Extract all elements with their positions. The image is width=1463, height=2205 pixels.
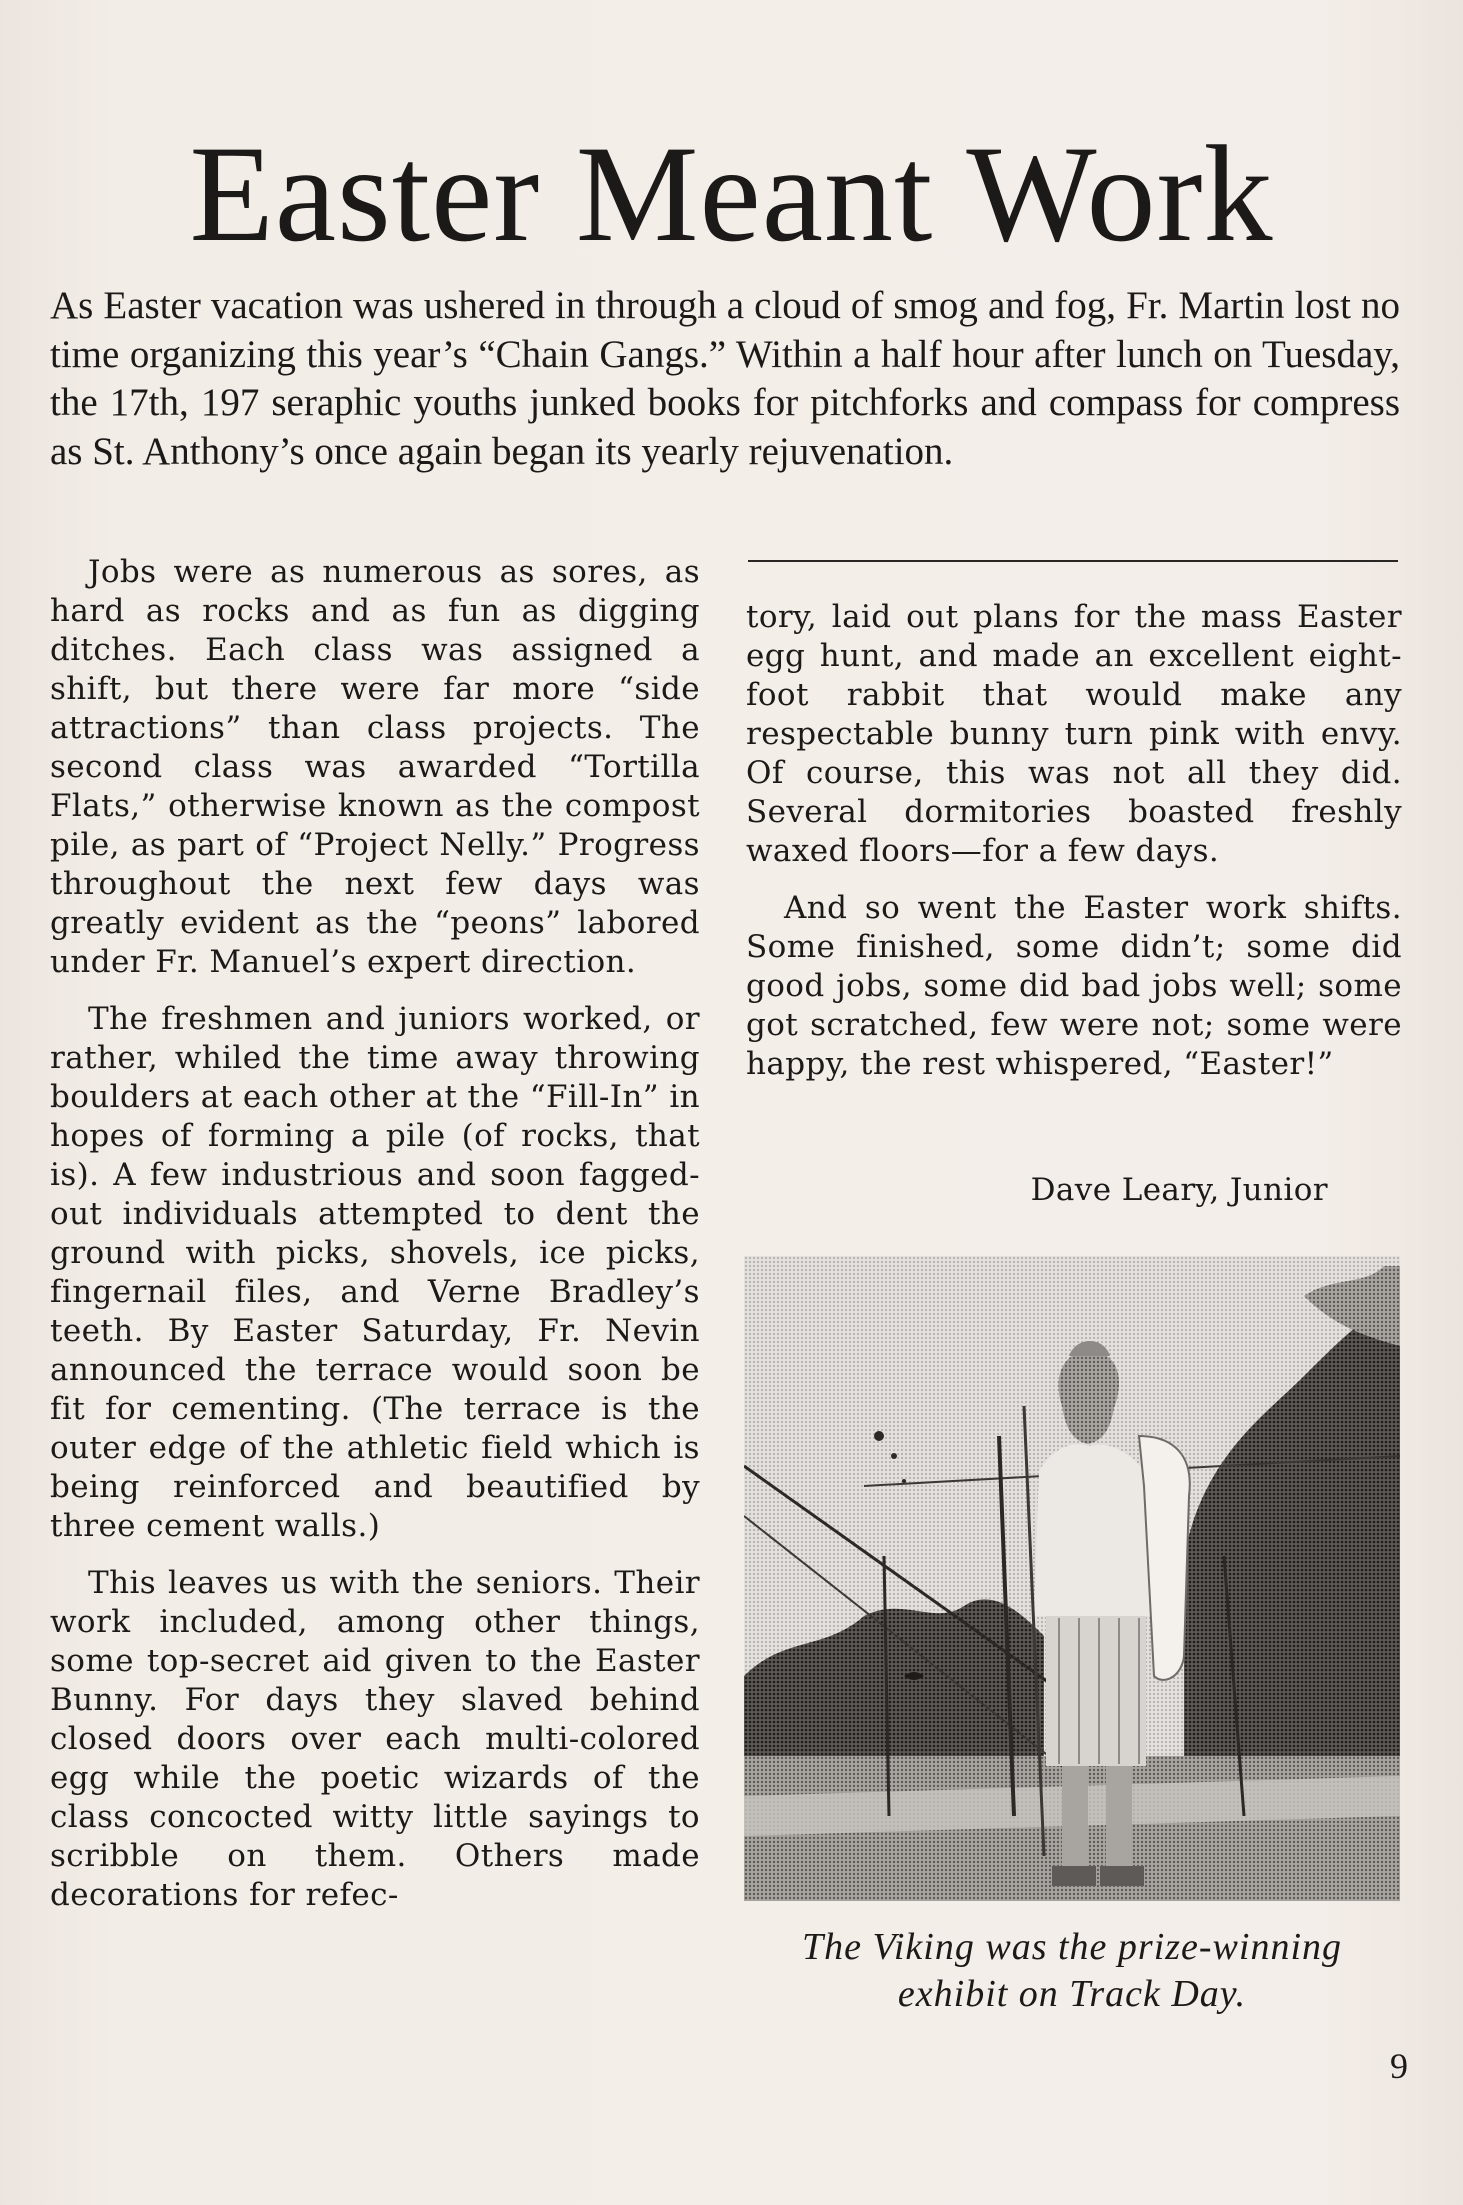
right-column	[746, 598, 1402, 1102]
left-column	[50, 553, 700, 1933]
article-title: Easter Meant Work	[189, 117, 1274, 270]
column-divider-rule	[748, 560, 1398, 562]
body-paragraph: tory, laid out plans for the mass Easter egg hunt, and made an excellent eight-foot rabbit that would make any respectable bunny turn pink with envy. Of course, this was not all they did. Several dormitories boasted freshly waxed floors—for a few days.	[746, 599, 1402, 869]
author-byline: Dave Leary, Junior	[1030, 1172, 1328, 1208]
viking-photo	[744, 1256, 1400, 1901]
viking-photo-illustration	[744, 1256, 1400, 1901]
page-number: 9	[1390, 2046, 1408, 2086]
body-paragraph: Jobs were as numerous as sores, as hard as rocks and as fun as digging ditches. Each class was assigned a shift, but there were far more “side attractions” than class projects. The second class was awarded “Tortilla Flats,” otherwise known as the compost pile, as part of “Project Nelly.” Progress throughout the next few days was greatly evident as the “peons” labored under Fr. Manuel’s expert direction.	[50, 554, 700, 980]
body-paragraph: And so went the Easter work shifts. Some finished, some didn’t; some did good jobs, some did bad jobs well; some got scratched, few were not; some were happy, the rest whispered, “Easter!”	[746, 890, 1402, 1082]
photo-caption: The Viking was the prize-winning exhibit on Track Day.	[801, 1926, 1343, 2015]
body-paragraph: This leaves us with the seniors. Their work included, among other things, some top-secret aid given to the Easter Bunny. For days they slaved behind closed doors over each multi-colored egg while the poetic wizards of the class concocted witty little sayings to scribble on them. Others made decorations for refec-	[50, 1565, 700, 1913]
body-paragraph: The freshmen and juniors worked, or rather, whiled the time away throwing boulders at each other at the “Fill-In” in hopes of forming a pile (of rocks, that is). A few industrious and soon fagged-out individuals attempted to dent the ground with picks, shovels, ice picks, fingernail files, and Verne Bradley’s teeth. By Easter Saturday, Fr. Nevin announced the terrace would soon be fit for cementing. (The terrace is the outer edge of the athletic field which is being reinforced and beautified by three cement walls.)	[50, 1001, 700, 1544]
lead-paragraph: As Easter vacation was ushered in through a cloud of smog and fog, Fr. Martin lost no time organizing this year’s “Chain Gangs.” Within a half hour after lunch on Tuesday, the 17th, 197 seraphic youths junked books for pitchforks and compass for compress as St. Anthony’s once again began its yearly rejuvenation.	[50, 284, 1400, 473]
